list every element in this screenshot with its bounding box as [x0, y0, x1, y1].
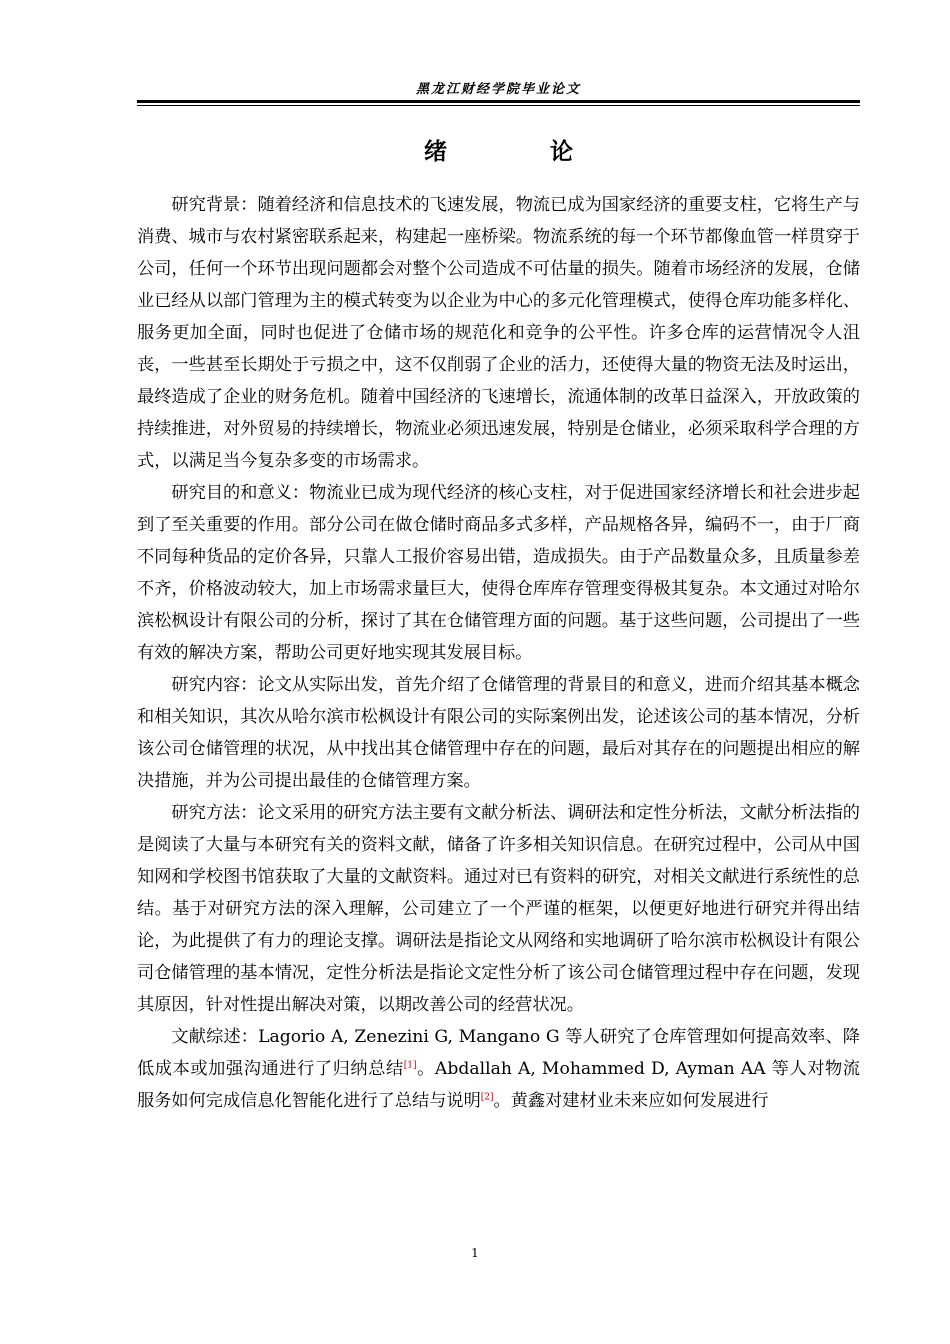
paragraph-background: 研究背景：随着经济和信息技术的飞速发展，物流已成为国家经济的重要支柱，它将生产与消费、城市与农村紧密联系起来，构建起一座桥梁。物流系统的每一个环节都像血管一样贯穿于公司，任何一个环节出现问题都会对整个公司造成不可估量的损失。随着市场经济的发展，仓储业已经从以部门管理为主的模式转变为以企业为中心的多元化管理模式，使得仓库功能多样化、服务更加全面，同时也促进了仓储市场的规范化和竞争的公平性。许多仓库的运营情况令人沮丧，一些甚至长期处于亏损之中，这不仅削弱了企业的活力，还使得大量的物资无法及时运出，最终造成了企业的财务危机。随着中国经济的飞速增长，流通体制的改革日益深入，开放政策的持续推进，对外贸易的持续增长，物流业必须迅速发展，特别是仓储业，必须采取科学合理的方式，以满足当今复杂多变的市场需求。 [137, 195, 860, 471]
page-number: 1 [471, 1246, 479, 1260]
paragraph-methods: 研究方法：论文采用的研究方法主要有文献分析法、调研法和定性分析法，文献分析法指的是阅读了大量与本研究有关的资料文献，储备了许多相关知识信息。在研究过程中，公司从中国知网和学校图书馆获取了大量的文献资料。通过对已有资料的研究，对相关文献进行系统性的总结。基于对研究方法的深入理解，公司建立了一个严谨的框架，以便更好地进行研究并得出结论，为此提供了有力的理论支撑。调研法是指论文从网络和实地调研了哈尔滨市松枫设计有限公司仓储管理的基本情况，定性分析法是指论文定性分析了该公司仓储管理过程中存在问题，发现其原因，针对性提出解决对策，以期改善公司的经营状况。 [137, 803, 860, 1015]
running-header: 黑龙江财经学院毕业论文 [415, 82, 581, 97]
header-rule-thick [137, 100, 860, 103]
lit-review-text-2: 。Abdallah A, Mohammed D, Ayman AA 等人对物流服务如何完成信息化智能化进行了总结与说明 [137, 1059, 860, 1111]
chapter-title: 绪 论 [424, 138, 613, 165]
lit-review-text-1: 文献综述：Lagorio A, Zenezini G, Mangano G 等人研究了仓库管理如何提高效率、降低成本或加强沟通进行了归纳总结 [137, 1027, 860, 1079]
header-rule-thin [137, 105, 860, 106]
citation-ref-1[interactable]: [1] [403, 1060, 417, 1071]
paragraph-literature-review [137, 1021, 860, 1117]
paragraph-content: 研究内容：论文从实际出发，首先介绍了仓储管理的背景目的和意义，进而介绍其基本概念和相关知识，其次从哈尔滨市松枫设计有限公司的实际案例出发，论述该公司的基本情况，分析该公司仓储管理的状况，从中找出其仓储管理中存在的问题，最后对其存在的问题提出相应的解决措施，并为公司提出最佳的仓储管理方案。 [137, 675, 860, 791]
citation-ref-2[interactable]: [2] [480, 1092, 494, 1103]
body-text [137, 189, 860, 1117]
paragraph-purpose: 研究目的和意义：物流业已成为现代经济的核心支柱，对于促进国家经济增长和社会进步起到了至关重要的作用。部分公司在做仓储时商品多式多样，产品规格各异，编码不一，由于厂商不同每种货品的定价各异，只靠人工报价容易出错，造成损失。由于产品数量众多，且质量参差不齐，价格波动较大，加上市场需求量巨大，使得仓库库存管理变得极其复杂。本文通过对哈尔滨松枫设计有限公司的分析，探讨了其在仓储管理方面的问题。基于这些问题，公司提出了一些有效的解决方案，帮助公司更好地实现其发展目标。 [137, 483, 860, 663]
lit-review-text-3: 。黄鑫对建材业未来应如何发展进行 [493, 1091, 769, 1111]
